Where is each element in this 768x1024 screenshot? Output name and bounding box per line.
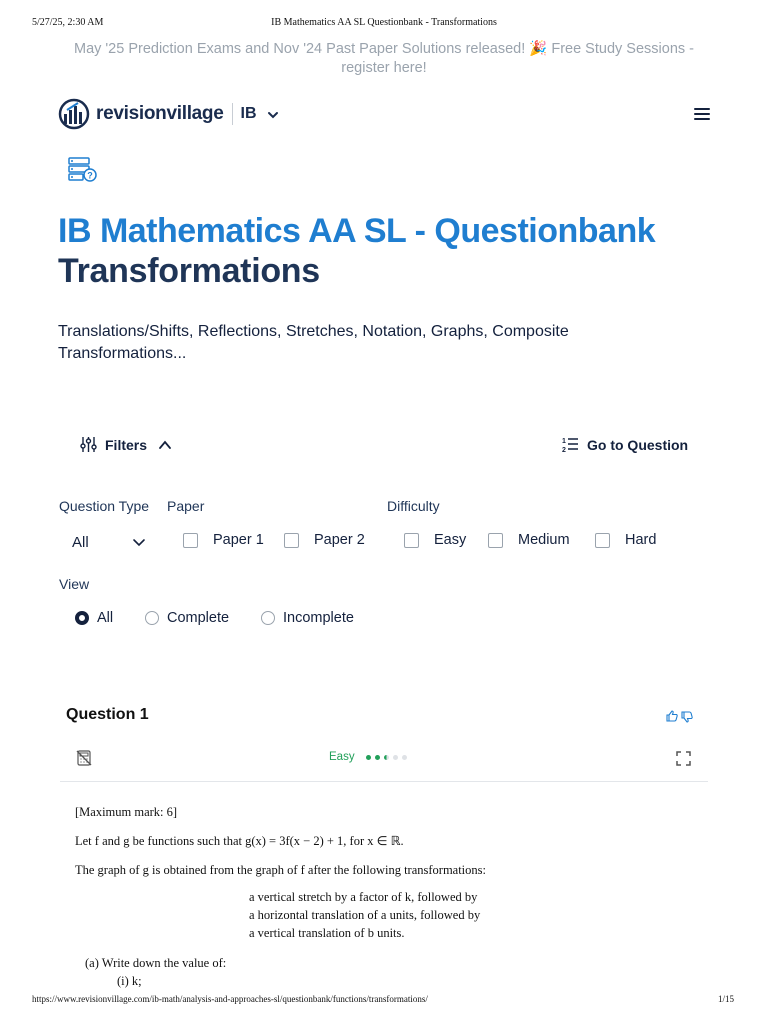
checkbox-box[interactable] xyxy=(595,533,610,548)
thumbs-up-icon[interactable] xyxy=(666,709,678,721)
checkbox-box[interactable] xyxy=(404,533,419,548)
difficulty-dot xyxy=(366,755,371,760)
question-line-2: The graph of g is obtained from the graph of f after the following transformations: xyxy=(75,863,486,877)
program-selector-label[interactable]: IB xyxy=(240,105,257,122)
print-footer-url: https://www.revisionvillage.com/ib-math/analysis-and-approaches-sl/questionbank/functions/transformations/ xyxy=(32,994,428,1004)
difficulty-dot xyxy=(393,755,398,760)
checkbox-box[interactable] xyxy=(284,533,299,548)
question-line-1: Let f and g be functions such that g(x) = 3f(x − 2) + 1, for x ∈ ℝ. xyxy=(75,834,404,848)
page-topic-title: Transformations xyxy=(58,252,320,290)
difficulty-dot xyxy=(375,755,380,760)
checkbox-box[interactable] xyxy=(488,533,503,548)
question-max-mark: [Maximum mark: 6] xyxy=(75,805,178,819)
view-label: View xyxy=(59,576,90,592)
svg-text:1: 1 xyxy=(562,438,566,445)
print-datetime: 5/27/25, 2:30 AM xyxy=(32,17,104,28)
view-complete-radio[interactable] xyxy=(145,610,229,626)
difficulty-dots xyxy=(366,755,407,760)
paper-1-label: Paper 1 xyxy=(213,532,264,548)
revisionvillage-logo-icon[interactable] xyxy=(58,98,90,130)
question-title: Question 1 xyxy=(66,706,149,723)
difficulty-easy-checkbox[interactable] xyxy=(404,532,466,548)
page-subtitle: Translations/Shifts, Reflections, Stretches, Notation, Graphs, Composite Transformations... xyxy=(58,323,569,362)
calculator-disabled-icon xyxy=(76,750,92,766)
paper-2-label: Paper 2 xyxy=(314,532,365,548)
chevron-down-icon xyxy=(132,535,146,549)
question-part-a-i: (i) k; xyxy=(117,974,142,988)
page-title: IB Mathematics AA SL - Questionbank xyxy=(58,212,656,250)
question-card-divider xyxy=(60,781,708,782)
difficulty-indicator xyxy=(329,751,407,763)
question-type-value: All xyxy=(72,533,89,551)
print-footer-page: 1/15 xyxy=(718,994,735,1004)
view-incomplete-radio[interactable] xyxy=(261,610,354,626)
difficulty-dot xyxy=(384,755,389,760)
difficulty-easy-label: Easy xyxy=(434,532,467,548)
nav-divider xyxy=(232,103,233,125)
chevron-down-icon[interactable] xyxy=(267,108,279,120)
difficulty-hard-checkbox[interactable] xyxy=(595,532,656,548)
view-incomplete-label: Incomplete xyxy=(283,610,354,626)
site-navbar xyxy=(58,96,279,132)
hamburger-icon[interactable] xyxy=(694,107,710,121)
question-type-select[interactable] xyxy=(72,532,146,552)
radio-button[interactable] xyxy=(261,611,275,625)
print-doc-title: IB Mathematics AA SL Questionbank - Transformations xyxy=(271,17,497,28)
fullscreen-icon[interactable] xyxy=(676,751,691,766)
filters-label: Filters xyxy=(105,436,148,453)
filters-toggle-button[interactable] xyxy=(80,436,172,453)
question-type-label: Question Type xyxy=(59,498,150,514)
sliders-icon xyxy=(80,436,97,453)
transformation-step-3: a vertical translation of b units. xyxy=(249,926,405,940)
view-all-label: All xyxy=(97,610,114,626)
paper-label: Paper xyxy=(167,498,205,514)
chevron-up-icon xyxy=(158,438,172,452)
view-all-radio[interactable] xyxy=(75,610,113,626)
difficulty-hard-label: Hard xyxy=(625,532,657,548)
brand-name[interactable]: revisionvillage xyxy=(96,103,224,124)
go-to-question-label: Go to Question xyxy=(587,436,689,453)
paper-2-checkbox[interactable] xyxy=(284,532,365,548)
svg-text:?: ? xyxy=(87,170,93,181)
view-complete-label: Complete xyxy=(167,610,230,626)
numbered-list-icon xyxy=(562,436,579,453)
thumbs-down-icon[interactable] xyxy=(681,710,693,722)
question-part-a: (a) Write down the value of: xyxy=(85,956,227,970)
difficulty-dot xyxy=(402,755,407,760)
difficulty-text: Easy xyxy=(329,751,355,763)
difficulty-medium-label: Medium xyxy=(518,532,570,548)
radio-button[interactable] xyxy=(145,611,159,625)
difficulty-medium-checkbox[interactable] xyxy=(488,532,570,548)
transformation-step-1: a vertical stretch by a factor of k, followed by xyxy=(249,890,478,904)
transformation-step-2: a horizontal translation of a units, followed by xyxy=(249,908,481,922)
svg-text:2: 2 xyxy=(562,447,566,453)
go-to-question-button[interactable] xyxy=(562,436,688,453)
questionbank-icon xyxy=(67,156,99,184)
radio-button[interactable] xyxy=(75,611,89,625)
checkbox-box[interactable] xyxy=(183,533,198,548)
difficulty-label: Difficulty xyxy=(387,498,440,514)
announcement-banner[interactable]: May '25 Prediction Exams and Nov '24 Past Paper Solutions released! 🎉 Free Study Sessions - register here! xyxy=(73,41,694,76)
paper-1-checkbox[interactable] xyxy=(183,532,264,548)
